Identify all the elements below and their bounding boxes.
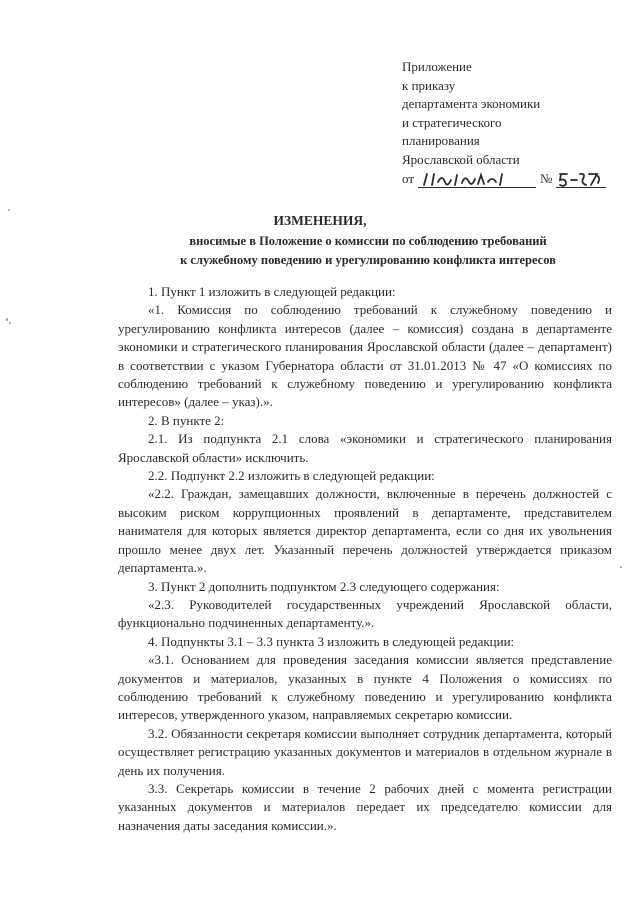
document-title: ИЗМЕНЕНИЯ,: [273, 213, 367, 228]
from-label: от: [402, 170, 415, 186]
order-signature-line: [402, 170, 632, 189]
scan-speck: [6, 318, 8, 321]
handwritten-number-scribble: [556, 170, 606, 188]
subtitle-line: вносимые в Положение о комиссии по соблюдению требований: [189, 234, 547, 248]
paragraph: 3.2. Обязанности секретаря комиссии выполняет сотрудник департамента, который осуществляет регистрацию указанных документов и материалов в отдельном журнале в день их получения.: [118, 725, 612, 778]
appendix-block: [402, 58, 632, 188]
appendix-line: и стратегического: [402, 114, 502, 130]
paragraph: 2.1. Из подпункта 2.1 слова «экономики и стратегического планирования Ярославской области» исключить.: [118, 431, 612, 465]
scan-speck: [8, 209, 10, 211]
handwritten-date: [418, 172, 536, 188]
paragraph: 2.2. Подпункт 2.2 изложить в следующей редакции:: [148, 468, 435, 484]
document-body: [118, 283, 612, 835]
paragraph: 3.3. Секретарь комиссии в течение 2 рабочих дней с момента регистрации указанных документов и материалов передает их председателю комиссии для назначения даты заседания комиссии.».: [118, 780, 612, 833]
appendix-line: департамента экономики: [402, 96, 541, 112]
paragraph: «3.1. Основанием для проведения заседания комиссии является представление документов и материалов, указанных в пункте 4 Положения о комиссиях по соблюдению требований к служебному поведению и урегулированию конфликта интересов, утвержденного указом, направляемых секретарю комиссии.: [118, 652, 612, 723]
paragraph: «2.3. Руководителей государственных учреждений Ярославской области, функционально подчиненных департаменту.».: [118, 596, 612, 631]
paragraph: «2.2. Граждан, замещавших должности, включенные в перечень должностей с высоким риском коррупционных проявлений в департаменте, представителем нанимателя для которых является директор департамента, если со дня их увольнения прошло менее двух лет. Указанный перечень должностей утверждается приказом департамента.».: [118, 486, 612, 576]
number-label: №: [540, 170, 553, 186]
paragraph: 1. Пункт 1 изложить в следующей редакции:: [148, 284, 396, 299]
handwritten-number: [556, 172, 606, 188]
document-subtitle: [98, 232, 638, 269]
paragraph: 4. Подпункты 3.1 – 3.3 пункта 3 изложить в следующей редакции:: [148, 633, 515, 649]
subtitle-line: к служебному поведению и урегулированию конфликта интересов: [180, 252, 556, 267]
handwritten-date-scribble: [418, 170, 536, 188]
paragraph: «1. Комиссия по соблюдению требований к служебному поведению и урегулированию конфликта интересов (далее – комиссия) создана в департаменте экономики и стратегического планирования Ярославской области (далее – департамент) в соответствии с указом Губернатора области от 31.01.2013 № 47 «О комиссиях по соблюдению требований к служебному поведению и урегулированию конфликта интересов» (далее – указ).».: [118, 302, 612, 410]
scan-speck: [9, 322, 11, 324]
appendix-line: Приложение: [402, 59, 472, 74]
scan-speck: [620, 566, 622, 568]
appendix-line: Ярославской области: [402, 151, 520, 167]
paragraph: 2. В пункте 2:: [148, 412, 225, 428]
paragraph: 3. Пункт 2 дополнить подпунктом 2.3 следующего содержания:: [148, 578, 500, 594]
appendix-line: планирования: [402, 133, 480, 149]
appendix-line: к приказу: [402, 77, 456, 93]
